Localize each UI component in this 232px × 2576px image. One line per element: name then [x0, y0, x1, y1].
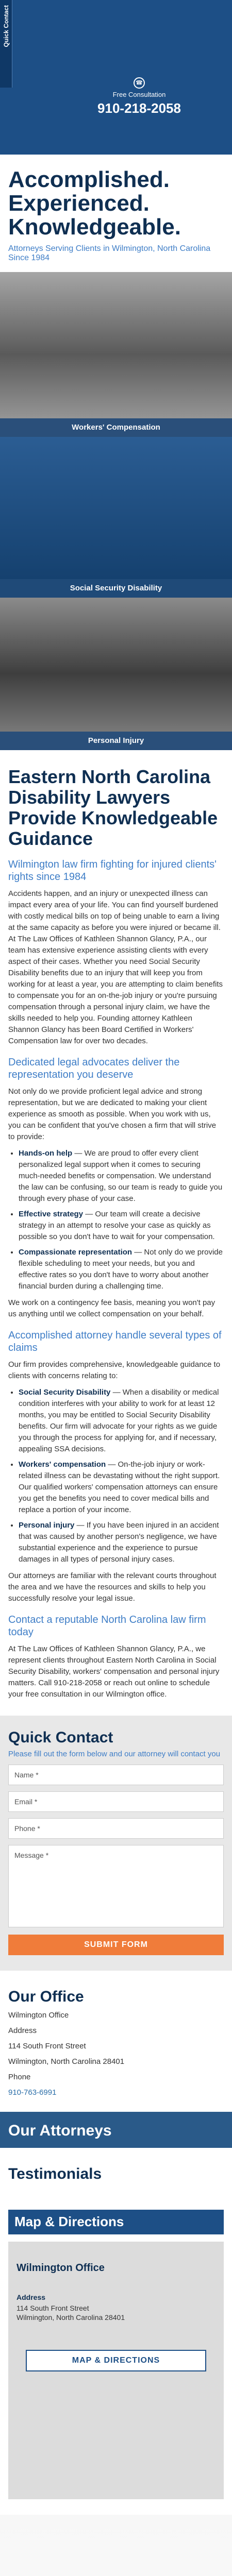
office-section — [0, 1971, 232, 2112]
message-textarea[interactable]: Message * — [8, 1845, 224, 1927]
list-item-text: — We are proud to offer every client personalized legal support when it comes to securing much-needed benefits or compensation. We understand the law can be confusing, so our team is ready to guide you through every phase of your case. — [19, 1149, 223, 1203]
office-title: Our Office — [8, 1988, 84, 2005]
quick-contact-side-tab[interactable] — [0, 0, 12, 88]
paragraph-5: Our attorneys are familiar with the relevant courts throughout the area and we have the resources and skills to help you successfully resolve your legal issue. — [8, 1571, 217, 1603]
paragraph-6: At The Law Offices of Kathleen Shannon Glancy, P.A., we represent clients throughout Eastern North Carolina in Social Security Disability, workers' compensation and personal injury matters. Call 910-218-2058 or reach out online to schedule your free consultation in our Wilmington office. — [8, 1645, 220, 1699]
banner-label-workers-comp: Workers' Compensation — [0, 418, 232, 437]
hero-subtitle: Attorneys Serving Clients in Wilmington, North Carolina Since 1984 — [8, 244, 211, 262]
hero-title-line-3: Knowledgeable. — [8, 214, 181, 240]
list-item — [19, 1247, 224, 1292]
office-city: Wilmington, North Carolina 28401 — [8, 2057, 125, 2066]
map-address — [16, 2303, 125, 2322]
map-section — [0, 2200, 232, 2499]
top-header — [0, 0, 232, 155]
phone-input[interactable]: Phone * — [8, 1818, 224, 1839]
list-item — [19, 1209, 224, 1243]
name-input[interactable]: Name * — [8, 1765, 224, 1785]
main-content — [0, 750, 232, 1700]
workers-comp-banner[interactable] — [0, 272, 232, 437]
side-tab-label: Quick Contact — [3, 5, 10, 47]
map-city: Wilmington, North Carolina 28401 — [16, 2313, 125, 2321]
list-item-text: — When a disability or medical condition interferes with your ability to work for at least 12 months, you may be entitled to Social Security Disability benefits. Our firm will advocate for your rights as we guide you through the process for applying for, and if necessary, appealing SSA decisions. — [19, 1388, 219, 1453]
phone-icon: ☎ — [134, 77, 145, 89]
map-street: 114 South Front Street — [16, 2304, 89, 2312]
hero-section — [0, 155, 232, 272]
office-name: Wilmington Office — [8, 2011, 69, 2020]
map-area[interactable] — [8, 2242, 224, 2499]
quick-contact-subtitle: Please fill out the form below and our attorney will contact you — [8, 1750, 221, 1758]
list-item-title: Hands-on help — [19, 1149, 73, 1158]
hero-title — [8, 168, 224, 239]
paragraph-4: Our firm provides comprehensive, knowledgeable guidance to clients with concerns relating to: — [8, 1360, 221, 1380]
list-item-text: — Not only do we provide flexible scheduling to meet your needs, but you and effective rates so you don't have to worry about another financial burden during a challenging time. — [19, 1248, 223, 1291]
office-phone-label: Phone — [8, 2073, 31, 2081]
office-street: 114 South Front Street — [8, 2042, 86, 2050]
map-title: Map & Directions — [8, 2210, 224, 2234]
footer-spacer — [0, 2515, 232, 2576]
quick-contact-section — [0, 1716, 232, 1971]
attorneys-section[interactable] — [0, 2112, 232, 2148]
header-phone-link[interactable]: 910-218-2058 — [97, 100, 181, 116]
list-item — [19, 1387, 224, 1455]
hero-title-line-1: Accomplished. — [8, 167, 170, 192]
map-directions-button[interactable]: MAP & DIRECTIONS — [26, 2350, 206, 2371]
banner-label-social-security: Social Security Disability — [0, 579, 232, 598]
paragraph-3: We work on a contingency fee basis, meaning you won't pay us anything until we collect compensation on your behalf. — [8, 1298, 216, 1318]
list-item-text: — If you have been injured in an accident that was caused by another person's negligence, we have substantial experience and the experience to pursue damages in all types of personal injury cases. — [19, 1521, 219, 1564]
testimonials-title: Testimonials — [8, 2165, 102, 2182]
subheading-4: Contact a reputable North Carolina law firm today — [8, 1614, 206, 1638]
hero-title-line-2: Experienced. — [8, 191, 150, 216]
list-item — [19, 1148, 224, 1205]
subheading-1: Wilmington law firm fighting for injured clients' rights since 1984 — [8, 859, 217, 883]
main-heading: Eastern North Carolina Disability Lawyers Provide Knowledgeable Guidance — [8, 766, 218, 849]
list-item-title: Compassionate representation — [19, 1248, 132, 1257]
office-address-label: Address — [8, 2026, 37, 2035]
submit-form-button[interactable]: SUBMIT FORM — [8, 1935, 224, 1955]
personal-injury-banner[interactable] — [0, 598, 232, 750]
paragraph-2: Not only do we provide proficient legal advice and strong representation, but we are dedicated to making your client experience as smooth as possible. When you work with us, you can be confident that you've chosen a firm that will strive to provide: — [8, 1087, 217, 1141]
testimonials-section — [0, 2148, 232, 2200]
list-item-title: Workers' compensation — [19, 1460, 106, 1469]
list-item-text: — Our team will create a decisive strategy in an attempt to resolve your case as quickly as possible so you don't have to wait for your compensation. — [19, 1210, 215, 1241]
list-item-title: Effective strategy — [19, 1210, 84, 1218]
consultation-block — [77, 77, 201, 116]
quick-contact-title: Quick Contact — [8, 1729, 113, 1746]
subheading-3: Accomplished attorney handle several types of claims — [8, 1330, 222, 1353]
list-item-title: Personal injury — [19, 1521, 75, 1530]
list-item — [19, 1459, 224, 1516]
intro-paragraph: Accidents happen, and an injury or unexpected illness can impact every area of your life. You can find yourself burdened with costly medical bills on top of being unable to earn a living at the same capacity as before you were injured or became ill. At The Law Offices of Kathleen Shannon Glancy, P.A., our team has extensive experience assisting clients with every aspect of their cases. Whether you need Social Security Disability benefits due to an injury that will keep you from working for at least a year, you are attempting to claim benefits to compensate you for an on-the-job injury or you're pursuing compensation through a personal injury claim, we have the skills needed to help you. Founding attorney Kathleen Shannon Glancy has been Board Certified in Workers' Compensation law for over two decades. — [8, 889, 223, 1045]
social-security-banner[interactable] — [0, 437, 232, 598]
map-office-label: Wilmington Office — [16, 2262, 105, 2274]
benefits-list — [8, 1148, 224, 1292]
claims-list — [8, 1387, 224, 1565]
list-item-text: — On-the-job injury or work-related illness can be devastating without the right support. Our qualified workers' compensation attorneys can ensure you get the benefits you need to cover medical bills and replace a portion of your income. — [19, 1460, 220, 1514]
banner-label-personal-injury: Personal Injury — [0, 732, 232, 750]
list-item-title: Social Security Disability — [19, 1388, 111, 1397]
map-address-label: Address — [16, 2293, 46, 2301]
list-item — [19, 1520, 224, 1565]
attorneys-title: Our Attorneys — [8, 2122, 112, 2139]
consultation-label: Free Consultation — [112, 91, 166, 98]
email-input[interactable]: Email * — [8, 1791, 224, 1812]
office-phone-link[interactable]: 910-763-6991 — [8, 2088, 57, 2097]
subheading-2: Dedicated legal advocates deliver the representation you deserve — [8, 1057, 180, 1080]
